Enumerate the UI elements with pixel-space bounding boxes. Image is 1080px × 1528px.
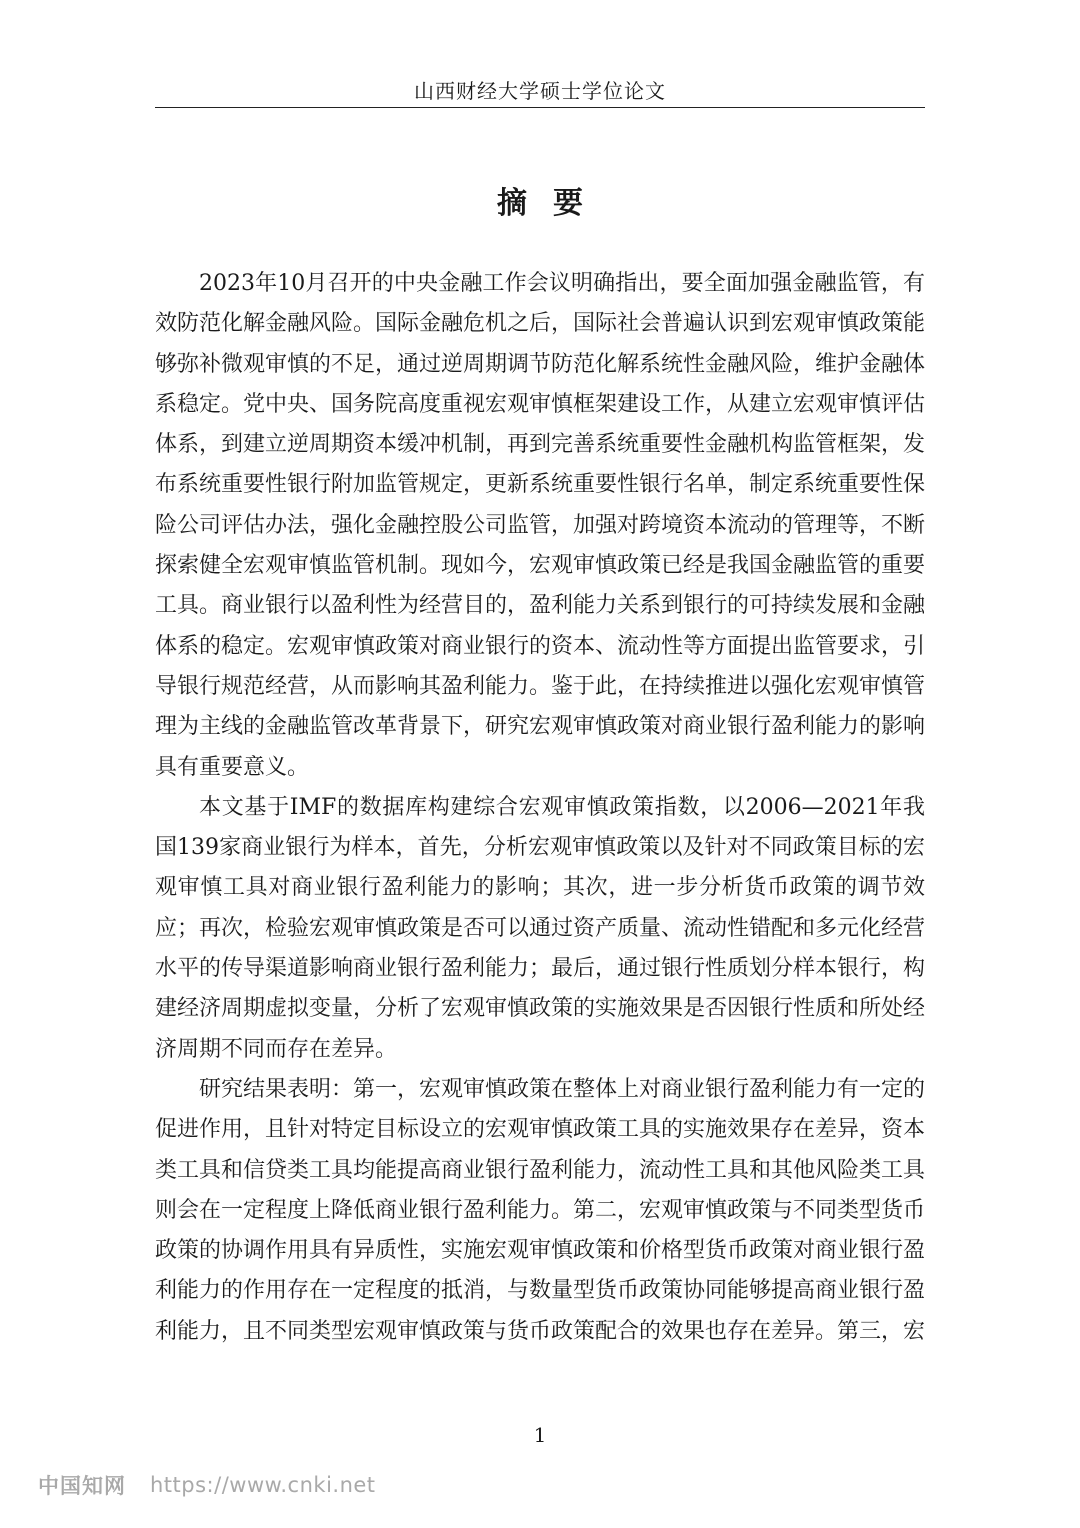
header-divider	[155, 107, 925, 108]
cnki-url: https://www.cnki.net	[150, 1473, 376, 1497]
paragraph-3: 研究结果表明：第一，宏观审慎政策在整体上对商业银行盈利能力有一定的促进作用，且针对特定目标设立的宏观审慎政策工具的实施效果存在差异，资本类工具和信贷类工具均能提高商业银行盈利能力，流动性工具和其他风险类工具则会在一定程度上降低商业银行盈利能力。第二，宏观审慎政策与不同类型货币政策的协调作用具有异质性，实施宏观审慎政策和价格型货币政策对商业银行盈利能力的作用存在一定程度的抵消，与数量型货币政策协同能够提高商业银行盈利能力，且不同类型宏观审慎政策与货币政策配合的效果也存在差异。第三，宏	[155, 1076, 926, 1344]
paragraph-2: 本文基于IMF的数据库构建综合宏观审慎政策指数，以2006—2021年我国139家商业银行为样本，首先，分析宏观审慎政策以及针对不同政策目标的宏观审慎工具对商业银行盈利能力的影响；其次，进一步分析货币政策的调节效应；再次，检验宏观审慎政策是否可以通过资产质量、流动性错配和多元化经营水平的传导渠道影响商业银行盈利能力；最后，通过银行性质划分样本银行，构建经济周期虚拟变量，分析了宏观审慎政策的实施效果是否因银行性质和所处经济周期不同而存在差异。	[155, 794, 926, 1062]
paragraph-1: 2023年10月召开的中央金融工作会议明确指出，要全面加强金融监管，有效防范化解金融风险。国际金融危机之后，国际社会普遍认识到宏观审慎政策能够弥补微观审慎的不足，通过逆周期调节防范化解系统性金融风险，维护金融体系稳定。党中央、国务院高度重视宏观审慎框架建设工作，从建立宏观审慎评估体系，到建立逆周期资本缓冲机制，再到完善系统重要性金融机构监管框架，发布系统重要性银行附加监管规定，更新系统重要性银行名单，制定系统重要性保险公司评估办法，强化金融控股公司监管，加强对跨境资本流动的管理等，不断探索健全宏观审慎监管机制。现如今，宏观审慎政策已经是我国金融监管的重要工具。商业银行以盈利性为经营目的，盈利能力关系到银行的可持续发展和金融体系的稳定。宏观审慎政策对商业银行的资本、流动性等方面提出监管要求，引导银行规范经营，从而影响其盈利能力。鉴于此，在持续推进以强化宏观审慎管理为主线的金融监管改革背景下，研究宏观审慎政策对商业银行盈利能力的影响具有重要意义。	[155, 271, 926, 780]
page-number: 1	[533, 1423, 547, 1447]
abstract-body	[155, 264, 925, 1352]
cnki-watermark	[38, 1470, 376, 1500]
running-header: 山西财经大学硕士学位论文	[414, 79, 666, 103]
section-title: 摘要	[497, 186, 609, 221]
cnki-logo-text: 中国知网	[38, 1474, 126, 1498]
